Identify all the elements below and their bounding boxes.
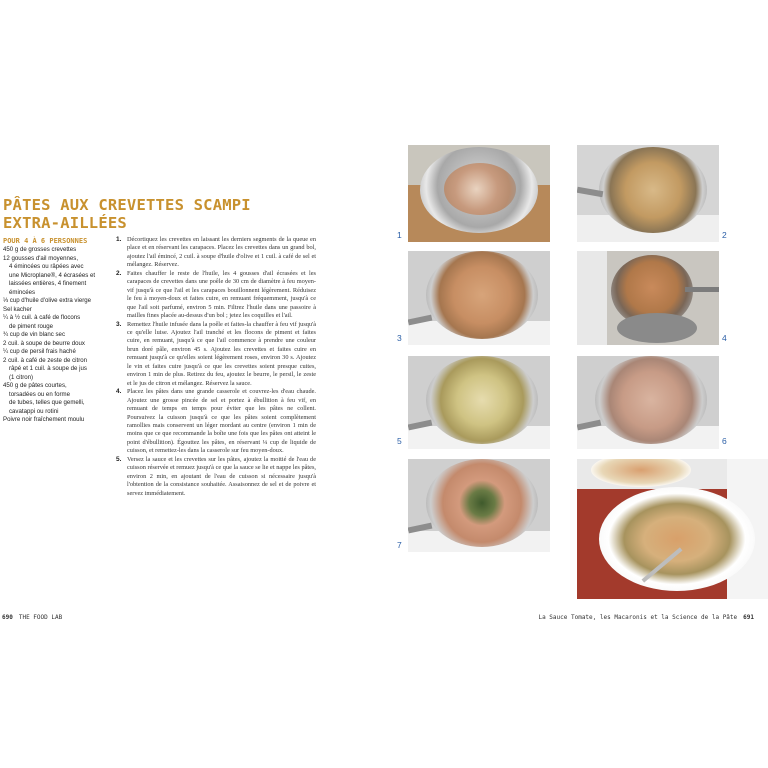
ingredient-line: 450 g de pâtes courtes, xyxy=(3,382,67,389)
servings-label: POUR 4 À 6 PERSONNES xyxy=(3,237,88,245)
ingredient-line: 2 cuil. à café de zeste de citron xyxy=(3,356,88,364)
photo-label-1: 1 xyxy=(397,230,402,240)
photo-label-4: 4 xyxy=(722,333,727,343)
photo-label-5: 5 xyxy=(397,436,402,446)
step-photo-6 xyxy=(577,356,719,449)
step-photo-2 xyxy=(577,145,719,242)
ingredient-line: 450 g de grosses crevettes xyxy=(3,246,77,253)
page-number-left: 690 xyxy=(2,614,13,621)
ingredient-line: 2 cuil. à soupe de beurre doux xyxy=(3,339,85,347)
photo-label-7: 7 xyxy=(397,540,402,550)
step-number: 5. xyxy=(116,455,122,463)
step-number: 3. xyxy=(116,320,122,328)
step-photo-7 xyxy=(408,459,550,552)
running-head-right: La Sauce Tomate, les Macaronis et la Science de la Pâte xyxy=(538,614,738,621)
recipe-title-line-2: EXTRA-AILLÉES xyxy=(3,214,127,232)
ingredient-line: ⅓ cup d'huile d'olive extra vierge xyxy=(3,297,92,304)
method-step xyxy=(116,270,316,321)
ingredient-line: émincées xyxy=(9,288,36,296)
step-text: Décortiquez les crevettes en laissant les derniers segments de la queue en place et en réservant les carapaces. Placez les crevettes dans un grand bol, ajoutez l'ail émincé, 2 cuil. à soupe d'huile d'olive et 1 cuil. à café de sel et mélangez. Réservez. xyxy=(127,236,316,269)
ingredient-line: ¾ cup de vin blanc sec xyxy=(3,331,65,338)
method-steps xyxy=(116,236,316,498)
ingredient-line: une Microplane®, 4 écrasées et xyxy=(9,271,96,279)
ingredient-line: Sel kacher xyxy=(3,305,32,313)
photo-label-2: 2 xyxy=(722,230,727,240)
finished-dish-photo xyxy=(577,459,768,599)
ingredient-line: cavatappi ou rotini xyxy=(9,407,59,415)
ingredient-list xyxy=(3,246,115,425)
ingredient-line: râpé et 1 cuil. à soupe de jus xyxy=(9,365,87,372)
ingredient-line: 12 gousses d'ail moyennes, xyxy=(3,254,79,262)
step-number: 4. xyxy=(116,388,122,396)
photo-label-3: 3 xyxy=(397,333,402,343)
step-photo-4 xyxy=(577,251,719,345)
step-text: Faites chauffer le reste de l'huile, les 4 gousses d'ail écrasées et les carapaces de crevettes dans une poêle de 30 cm de diamètre à feu moyen-vif jusqu'à ce que l'ail et les carapaces bouillonnent légèrement. Réduisez le feu à moyen-doux et faites cuire, en remuant fréquemment, jusqu'à ce que l'ail soit parfumé, environ 5 min. Filtrez l'huile dans une passoire à mailles fines placée au-dessus d'un bol ; jetez les coquilles et l'ail. xyxy=(127,269,316,320)
folio-left xyxy=(2,614,62,621)
ingredient-line: torsadées ou en forme xyxy=(9,390,70,398)
step-photo-5 xyxy=(408,356,550,449)
ingredient-line: laissées entières, 4 finement xyxy=(9,280,87,287)
step-text: Versez la sauce et les crevettes sur les pâtes, ajoutez la moitié de l'eau de cuisson réservée et remuez jusqu'à ce que la sauce se lie et nappe les pâtes, environ 2 min, en ajoutant de l'eau de cuisson si nécessaire jusqu'à l'obtention de la consistance souhaitée. Assaisonnez de sel et de poivre et servez immédiatement. xyxy=(127,455,316,497)
ingredient-line: de tubes, telles que gemelli, xyxy=(9,399,85,406)
ingredient-line: de piment rouge xyxy=(9,322,54,330)
folio-right xyxy=(538,614,754,621)
step-photo-3 xyxy=(408,251,550,345)
method-step xyxy=(116,456,316,498)
recipe-title xyxy=(3,196,263,232)
page-number-right: 691 xyxy=(743,614,754,621)
photo-label-6: 6 xyxy=(722,436,727,446)
running-head-left: THE FOOD LAB xyxy=(18,614,63,621)
method-step xyxy=(116,321,316,389)
step-number: 2. xyxy=(116,269,122,277)
method-step xyxy=(116,236,316,270)
ingredient-line: ¼ cup de persil frais haché xyxy=(3,348,76,355)
step-text: Remettez l'huile infusée dans la poêle et faites-la chauffer à feu vif jusqu'à ce qu'elle luise. Ajoutez l'ail tranché et les flocons de piment et faites cuire, en remuant, jusqu'à ce que l'ail commence à prendre une couleur brun doré pâle, environ 45 s. Ajoutez les crevettes et faites cuire en remuant jusqu'à ce qu'elles soient légèrement roses, environ 30 s. Ajoutez le vin et faites cuire jusqu'à ce que les crevettes soient presque cuites, environ 1 min de plus. Retirez du feu, ajoutez le beurre, le persil, le zeste et le jus de citron et mélangez. Réservez la sauce. xyxy=(127,320,316,387)
ingredient-line: 4 émincées ou râpées avec xyxy=(9,263,84,270)
ingredient-line: (1 citron) xyxy=(9,373,34,381)
method-step xyxy=(116,388,316,456)
step-text: Placez les pâtes dans une grande casserole et couvrez-les d'eau chaude. Ajoutez une grosse pincée de sel et portez à ébullition à feu vif, en remuant de temps en temps pour éviter que les pâtes ne collent. Poursuivez la cuisson jusqu'à ce que les pâtes soient complètement ramollies mais conservent un léger mordant au centre (environ 1 min de moins que ce que recommande la boîte une fois que les pâtes ont atteint le point d'ébullition). Égouttez les pâtes, en réservant ¼ cup de liquide de cuisson, et remettez-les dans la casserole sur feu moyen-doux. xyxy=(127,388,316,455)
step-number: 1. xyxy=(116,236,122,243)
ingredient-line: ¼ à ½ cuil. à café de flocons xyxy=(3,314,81,321)
recipe-title-line-1: PÂTES AUX CREVETTES SCAMPI xyxy=(3,196,251,214)
ingredient-line: Poivre noir fraîchement moulu xyxy=(3,416,85,423)
step-photo-1 xyxy=(408,145,550,242)
